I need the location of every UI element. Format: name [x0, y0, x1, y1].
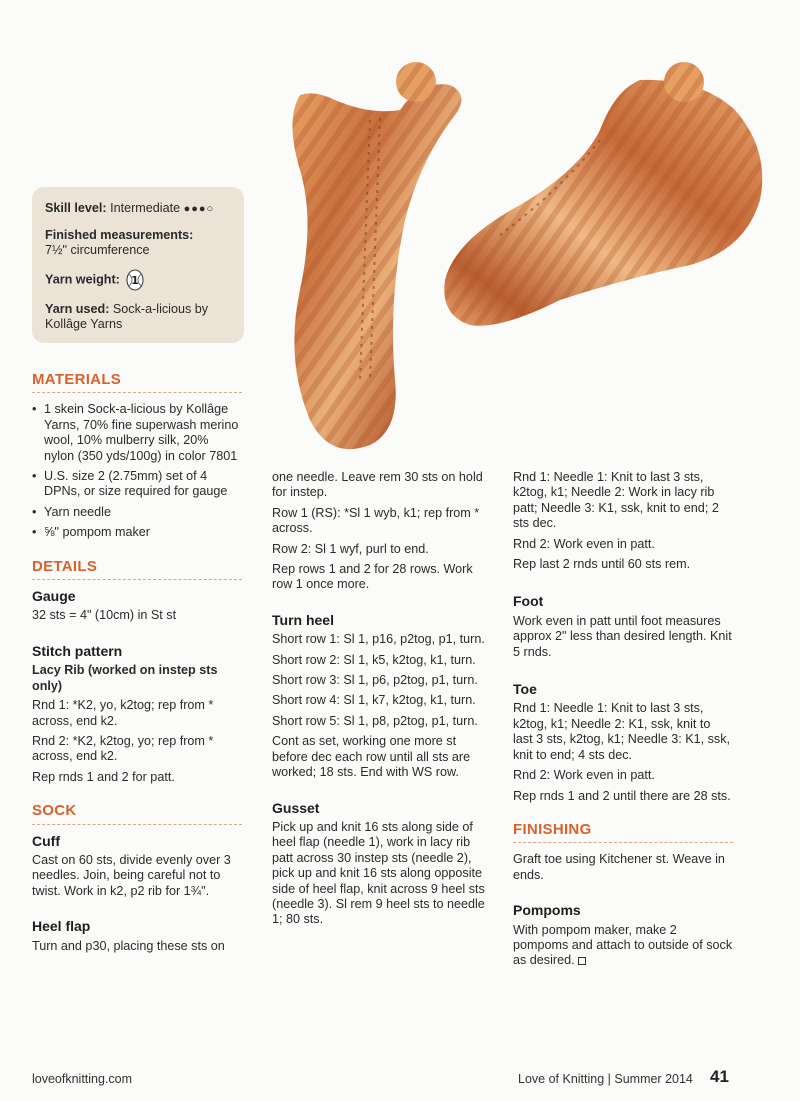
skill-level-value: Intermediate: [110, 201, 181, 215]
turn-heel-heading: Turn heel: [272, 611, 334, 628]
footer-magazine: Love of Knitting | Summer 2014: [518, 1072, 693, 1086]
gauge-heading: Gauge: [32, 588, 76, 605]
end-mark-icon: [578, 957, 586, 965]
materials-item: • Yarn needle: [32, 505, 242, 520]
materials-item: • ⅝" pompom maker: [32, 525, 242, 540]
turn-heel-line: Short row 1: Sl 1, p16, p2tog, p1, turn.: [272, 632, 485, 647]
footer-site[interactable]: loveofknitting.com: [32, 1072, 133, 1086]
yarn-weight-number: 1: [131, 274, 140, 287]
page-number: 41: [710, 1067, 729, 1086]
finishing-text: Graft toe using Kitchener st. Weave in ends.: [513, 852, 725, 882]
toe-line: Rep rnds 1 and 2 until there are 28 sts.: [513, 788, 731, 803]
gauge-text: 32 sts = 4" (10cm) in St st: [32, 608, 177, 623]
toe-heading: Toe: [513, 681, 537, 698]
yarn-used-label: Yarn used:: [45, 302, 110, 316]
heel-flap-heading: Heel flap: [32, 918, 91, 935]
yarn-weight-row: [45, 269, 232, 291]
heel-flap-line: Row 2: Sl 1 wyf, purl to end.: [272, 541, 429, 556]
gusset-heading: Gusset: [272, 799, 320, 816]
turn-heel-line: Short row 5: Sl 1, p8, p2tog, p1, turn.: [272, 713, 478, 728]
foot-text: Work even in patt until foot measures approx 2" less than desired length. Knit 5 rnds.: [513, 613, 732, 659]
yarn-used-row: [45, 302, 232, 332]
lacy-rib-line: Rnd 2: *K2, k2tog, yo; rep from * across, end k2.: [32, 733, 214, 764]
materials-item: • 1 skein Sock-a-licious by Kollâge Yarns, 70% fine superwash merino wool, 10% mulberry silk, 20% nylon (350 yds/100g) in color 7801: [32, 402, 242, 464]
materials-heading: MATERIALS: [32, 372, 242, 393]
lacy-rib-line: Rep rnds 1 and 2 for patt.: [32, 769, 175, 784]
materials-list: [32, 402, 242, 540]
pompoms-text: With pompom maker, make 2 pompoms and attach to outside of sock as desired.: [513, 922, 733, 968]
details-heading: DETAILS: [32, 559, 242, 580]
gusset-line: Rnd 2: Work even in patt.: [513, 536, 655, 551]
gusset-text: Pick up and knit 16 sts along side of heel flap (needle 1), work in lacy rib patt across 30 instep sts (needle 2), pick up and knit 16 sts along opposite side of heel flap, knit across 9 heel sts (needle 3). Sl rem 9 heel sts to needle 1; 80 sts.: [272, 819, 485, 927]
turn-heel-line: Short row 4: Sl 1, k7, k2tog, k1, turn.: [272, 693, 476, 708]
heel-flap-line: one needle. Leave rem 30 sts on hold for instep.: [272, 470, 483, 500]
right-sock: [444, 80, 762, 326]
heel-flap-line: Rep rows 1 and 2 for 28 rows. Work row 1 once more.: [272, 562, 473, 592]
gusset-line: Rnd 1: Needle 1: Knit to last 3 sts, k2tog, k1; Needle 2: Work in lacy rib patt; Needle 3: K1, ssk, knit to end; 2 sts dec.: [513, 470, 719, 531]
cuff-text: Cast on 60 sts, divide evenly over 3 needles. Join, being careful not to twist. Work in k2, p2 rib for 1¾".: [32, 852, 231, 898]
column-3: [513, 470, 733, 974]
gusset-line: Rep last 2 rnds until 60 sts rem.: [513, 557, 691, 572]
lacy-rib-line: Rnd 1: *K2, yo, k2tog; rep from * across, end k2.: [32, 698, 214, 728]
toe-line: Rnd 1: Needle 1: Knit to last 3 sts, k2tog, k1; Needle 2: K1, ssk, knit to last 3 sts, k2tog, k1; Needle 3: K1, ssk, knit to end; 4 sts dec.: [513, 701, 730, 762]
measurements-row: [45, 228, 232, 258]
foot-heading: Foot: [513, 593, 544, 610]
cuff-heading: Cuff: [32, 832, 60, 849]
pompoms-heading: Pompoms: [513, 902, 581, 919]
turn-heel-line: Cont as set, working one more st before dec each row until all sts are worked; 18 sts. End with WS row.: [272, 734, 471, 780]
materials-item: • U.S. size 2 (2.75mm) set of 4 DPNs, or size required for gauge: [32, 469, 242, 500]
info-box: [32, 187, 244, 343]
lacy-rib-heading: Lacy Rib (worked on instep sts only): [32, 663, 218, 693]
yarn-weight-icon: [126, 269, 144, 291]
heel-flap-text: Turn and p30, placing these sts on: [32, 938, 225, 953]
skill-level-label: Skill level:: [45, 201, 107, 215]
measurements-value: 7½" circumference: [45, 243, 150, 257]
left-sock: [293, 84, 462, 449]
heel-flap-line: Row 1 (RS): *Sl 1 wyb, k1; rep from * across.: [272, 505, 480, 536]
column-1: [32, 372, 242, 959]
pompoms-paragraph: [513, 923, 733, 969]
toe-line: Rnd 2: Work even in patt.: [513, 768, 655, 783]
measurements-label: Finished measurements:: [45, 228, 194, 242]
turn-heel-line: Short row 3: Sl 1, p6, p2tog, p1, turn.: [272, 673, 478, 688]
stitch-pattern-heading: Stitch pattern: [32, 642, 123, 659]
sock-heading: SOCK: [32, 803, 242, 824]
column-2: [272, 470, 492, 933]
yarn-weight-label: Yarn weight:: [45, 272, 120, 287]
skill-level-row: [45, 201, 232, 217]
turn-heel-line: Short row 2: Sl 1, k5, k2tog, k1, turn.: [272, 652, 476, 667]
finishing-heading: FINISHING: [513, 822, 733, 843]
skill-level-dots: ●●●○: [183, 203, 215, 215]
yarn-used-value: Sock-a-licious by Kollâge Yarns: [45, 302, 209, 331]
